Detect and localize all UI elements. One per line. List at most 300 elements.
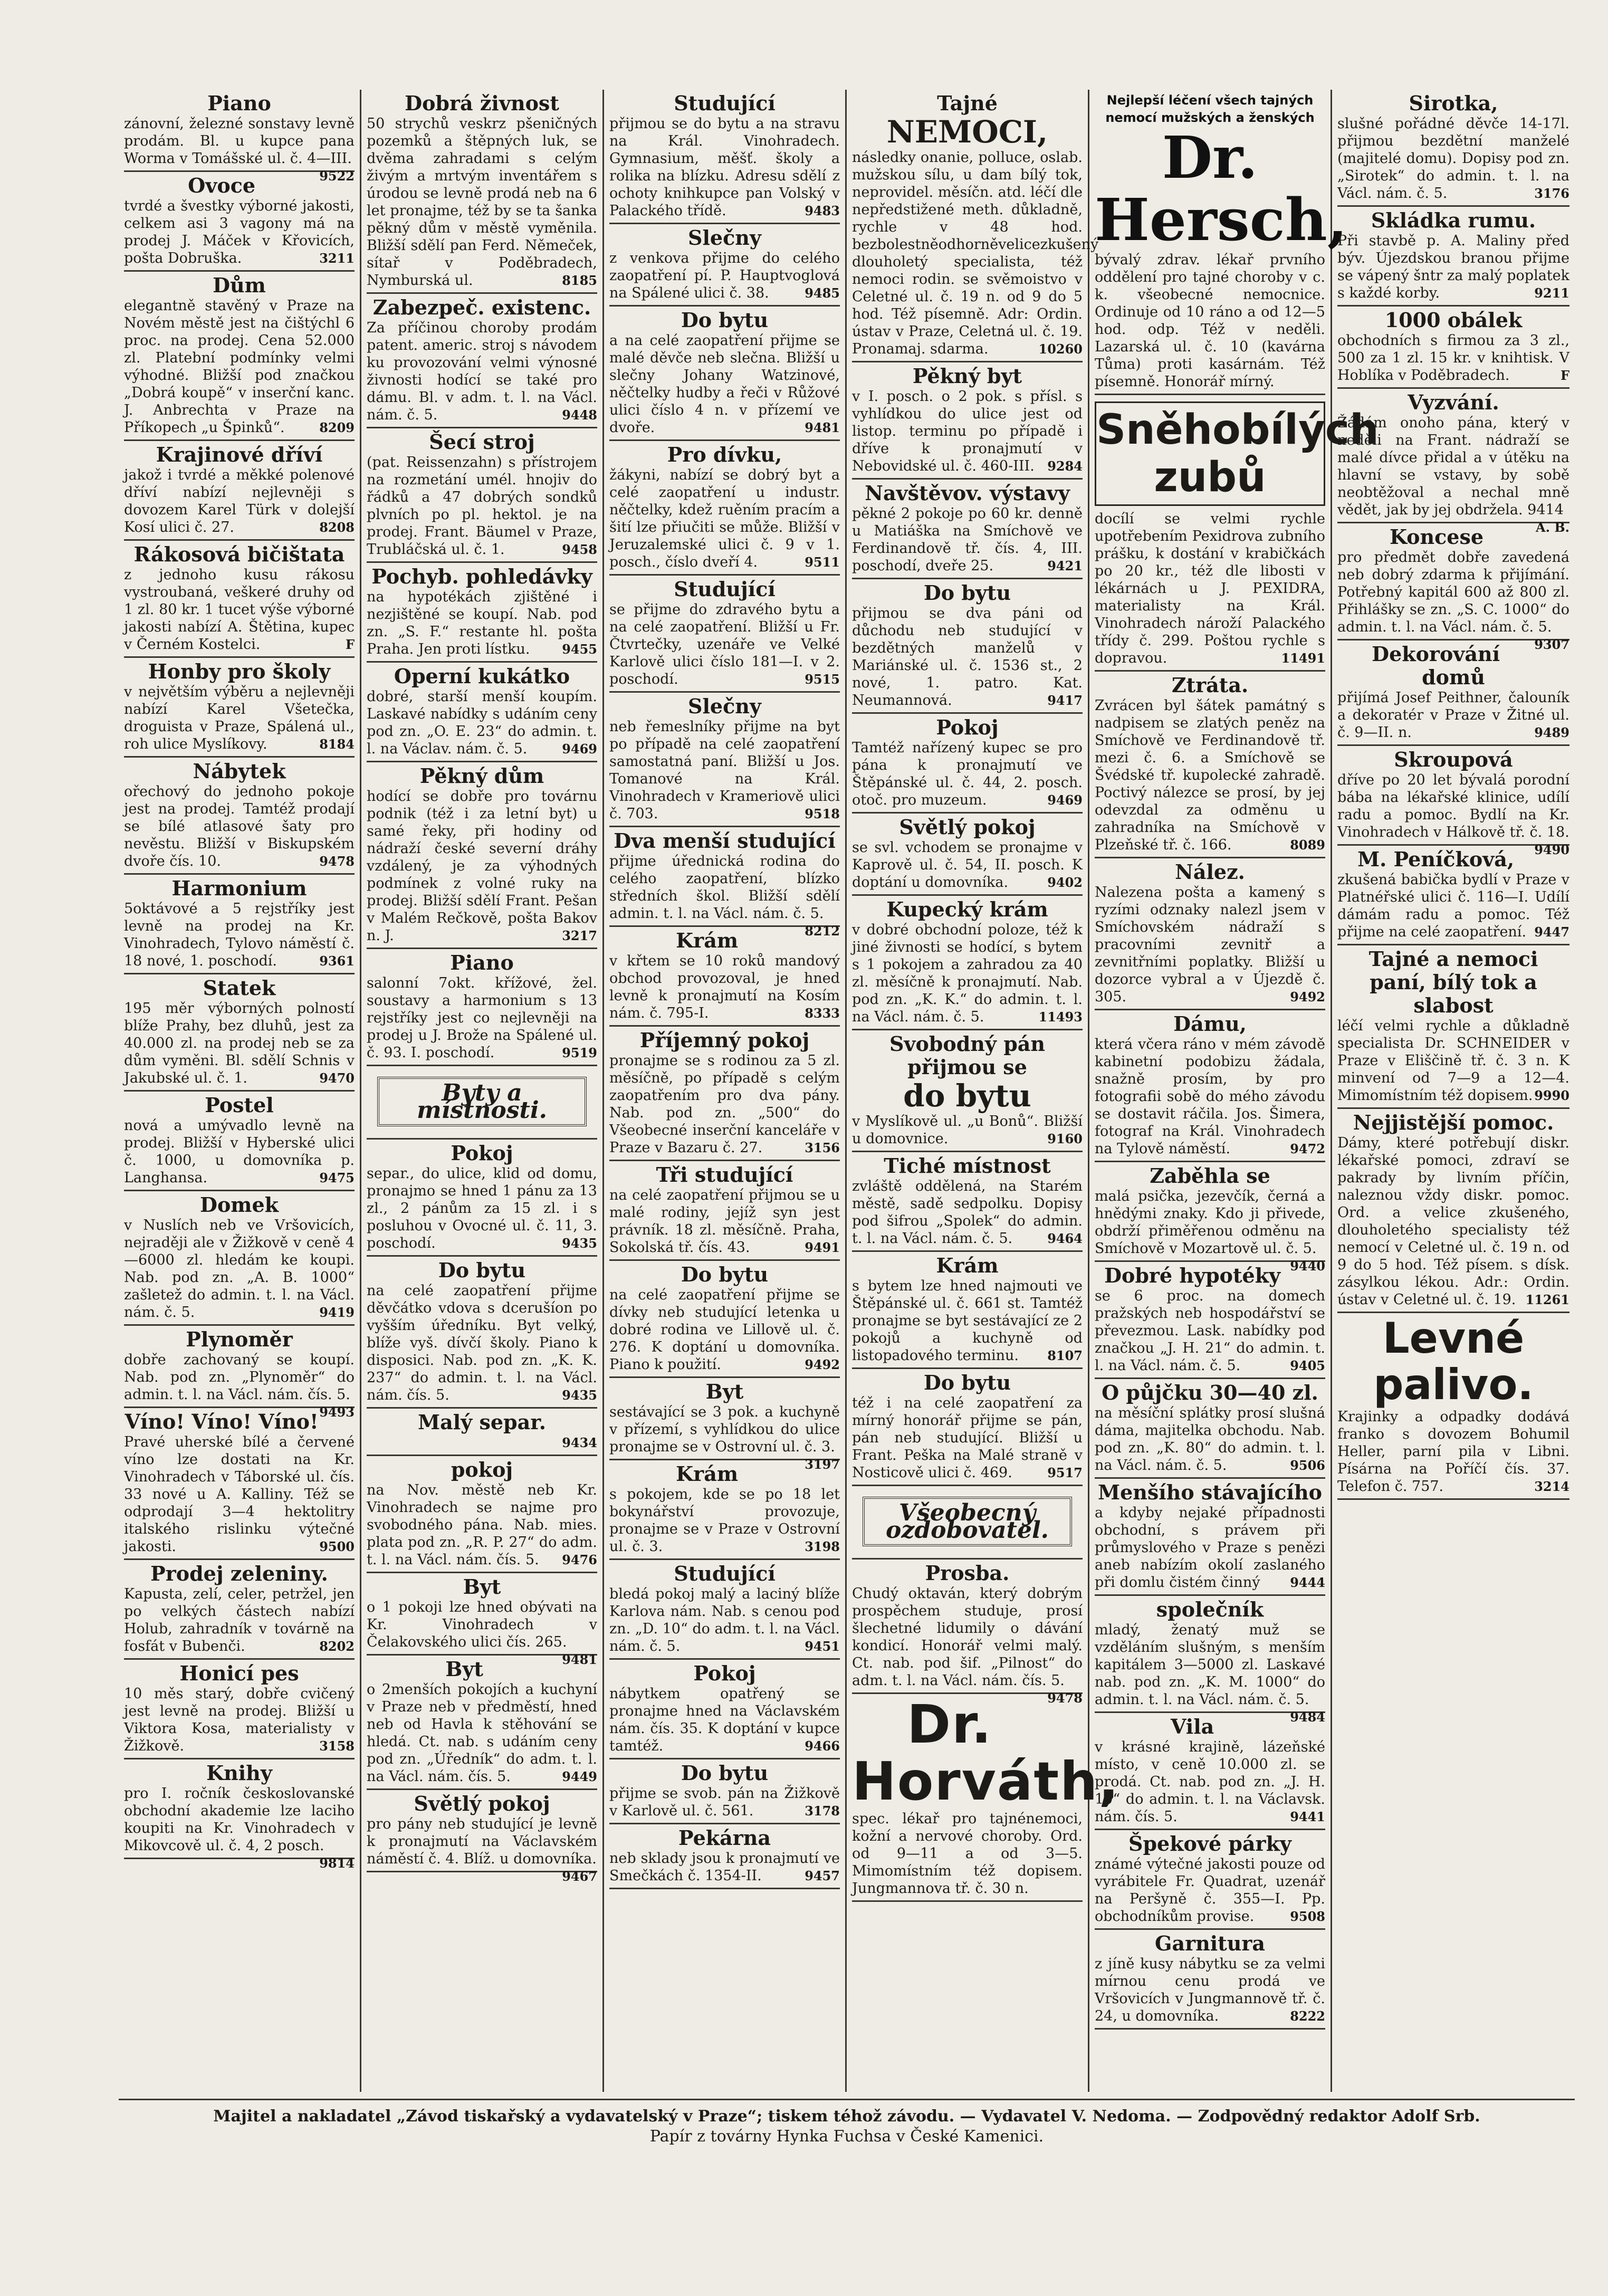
ad-title: Dobrá živnost [405, 91, 559, 115]
classified-ad [124, 172, 355, 272]
imprint-line-2: Papír z továrny Hynka Fuchsa v České Kamenici. [649, 2127, 1044, 2146]
ad-title: Vyzvání. [1408, 390, 1499, 414]
ad-body [852, 739, 1083, 809]
ad-body-text: Tamtéž nařízený kupec se pro pána k pronajmutí ve Štěpánské ul. č. 44, 2. posch. otoč. pro muzeum. [852, 740, 1083, 808]
ad-number: 3176 [1534, 186, 1569, 201]
ad-number: 9990 [1534, 1088, 1569, 1103]
ad-body [852, 921, 1083, 1026]
ad-body-text: zkušená babička bydlí v Praze v Platnéřské ulici č. 116—I. Udílí dámám radu a pomoc. Též přijme na celé zaopatření. [1337, 872, 1569, 940]
ad-body [124, 1117, 355, 1187]
ad-body [852, 605, 1083, 709]
ad-number: 9522 [319, 168, 355, 184]
ad-body-text: a kdyby nejaké případnosti obchodní, s právem při průmyslového v Praze s penězi aneb nabízím okolí zaslaného při domlu čistém činný [1095, 1505, 1325, 1591]
ad-body [609, 718, 840, 822]
ad-title: Svobodný pán přijmou se [889, 1032, 1046, 1079]
ad-body [609, 1850, 840, 1884]
ad-title: Ztráta. [1171, 673, 1249, 697]
ad-body-text: hodící se dobře pro továrnu podnik (též i za letní byt) u samé řeky, při hodiny od nádraží české severní dráhy vzdálený, je za výhodných podmínek z volné ruky na prodej. Bližší sdělí Frant. Pešan v Malém Rečkově, pošta Bakov n. J. [367, 788, 597, 944]
ad-number: 3178 [805, 1803, 840, 1819]
ad-body-text: dobré, starší menší koupím. Laskavé nabídky s udáním ceny pod zn. „O. E. 23“ do admin. t. l. na Václav. nám. č. 5. [367, 688, 597, 757]
ad-number: 9466 [805, 1738, 840, 1754]
ad-title: O půjčku 30—40 zl. [1102, 1381, 1318, 1404]
classified-ad [852, 1252, 1083, 1369]
ad-body-text: léčí velmi rychle a důkladně specialista Dr. SCHNEIDER v Praze v Eliščině tř. č. 3 n. K minvení od 7—9 a 12—4. Mimomístním též dopisem. [1337, 1018, 1569, 1104]
ad-body [367, 319, 597, 424]
ad-body [852, 1394, 1083, 1481]
ad-number: 9435 [562, 1388, 597, 1403]
ad-body-text: jakož i tvrdé a měkké polenové dříví nabízí nejlevněji s dovozem Karel Türk v dolejší Kosí ulici č. 27. [124, 467, 355, 535]
ad-number: 9500 [319, 1539, 355, 1554]
ad-number: 3211 [319, 251, 355, 266]
classified-ad [852, 814, 1083, 896]
imprint-line-1: Majitel a nakladatel „Závod tiskařský a vydavatelský v Praze“; tiskem téhož závodu. — Vydavatel V. Nedoma. — Zodpovědný redaktor Adolf Srb. [213, 2107, 1480, 2126]
ad-body-text: která včera ráno v mém závodě kabinetní podobizu žádala, snažně prosím, by pro fotografii sobě do mého závodu se dostavit ráčila. Jos. Šimera, fotograf na Král. Vinohradech na Tylově náměstí. [1095, 1036, 1325, 1157]
ad-number: 9470 [319, 1070, 355, 1086]
ad-columns [119, 90, 1575, 2092]
ad-body-text: slušné pořádné děvče 14-17l. přijmou bezdětní manželé (majitelé domu). Dopisy pod zn. „Sirotek“ do admin. t. l. na Václ. nám. č. 5. [1337, 116, 1569, 202]
classified-ad [1095, 1596, 1325, 1725]
ad-title: Slečny [688, 226, 761, 250]
ad-body [852, 1178, 1083, 1247]
ad-title: Do bytu [681, 1761, 769, 1785]
ad-body [609, 466, 840, 571]
ad-title: Pekárna [678, 1826, 771, 1850]
ad-body-text: s bytem lze hned najmouti ve Štěpánské ul. č. 661 st. Tamtéž pronajme se byt sestávající ze 2 pokojů a kuchyně od listopadového terminu. [852, 1278, 1083, 1364]
ad-title: Operní kukátko [394, 664, 570, 688]
ad-body [367, 1282, 597, 1404]
classified-ad [1337, 746, 1569, 857]
ad-number: 9481 [805, 420, 840, 435]
ad-number: 8107 [1047, 1348, 1083, 1363]
ad-title: Skroupová [1394, 748, 1513, 771]
ad-body [367, 1815, 597, 1884]
ad-number: 9455 [562, 642, 597, 657]
ad-body [1095, 1955, 1325, 2025]
classified-ad [609, 576, 840, 693]
ad-number: 8212 [805, 923, 840, 939]
ad-body-text: v největším výběru a nejlevněji nabízí Karel Všetečka, droguista v Praze, Spálená ul., roh ulice Myslíkovy. [124, 684, 355, 752]
ad-body [124, 1685, 355, 1755]
classified-ad [852, 1030, 1083, 1152]
ad-title: Prosba. [925, 1561, 1010, 1585]
ad-body [609, 1052, 840, 1156]
ad-number: 9451 [805, 1639, 840, 1654]
classified-ad [609, 827, 840, 939]
ad-body-text: přijme se svob. pán na Žižkově v Karlově ul. č. 561. [609, 1785, 840, 1819]
ad-body [124, 900, 355, 970]
ad-title: Vila [1170, 1715, 1214, 1738]
ad-body [367, 1681, 597, 1785]
ad-body [124, 197, 355, 267]
ad-body-text: 5oktávové a 5 rejstříky jest levně na prodej na Kr. Vinohradech, Tylovo náměstí č. 18 nové, 1. poschodí. [124, 901, 355, 969]
column-1 [119, 90, 361, 2092]
classified-ad [124, 1660, 355, 1759]
ad-body [852, 1277, 1083, 1364]
ad-number: 9489 [1534, 725, 1569, 740]
classified-ad [852, 1152, 1083, 1252]
ad-number: 9484 [1290, 1709, 1325, 1725]
ad-body [852, 1810, 1083, 1897]
ad-title: Koncese [1389, 525, 1484, 549]
classified-ad [852, 1694, 1120, 1902]
ad-number: 3158 [319, 1738, 355, 1754]
ad-title: Dům [213, 273, 266, 297]
ad-body [124, 683, 355, 753]
ad-title: Honicí pes [179, 1661, 299, 1685]
ad-body-text: na celé zaopatření přijme se dívky neb studující letenka u dobré rodina ve Lillově ul. č. 276. K doptání u domovníka. Piano k použití. [609, 1287, 840, 1373]
ad-body-text: bývalý zdrav. lékař prvního oddělení pro tajné choroby v c. k. všeobecné nemocnice. Ordinuje od 10 ráno a od 12—5 hod. odp. Též v neděli. Lazarská ul. č. 10 (kavárna Tůma) proti kasárnám. Též písemně. Honorář mírný. [1095, 252, 1325, 390]
classified-ad [1095, 395, 1379, 672]
column-5 [1089, 90, 1379, 2092]
ad-body-text: s pokojem, kde se po 18 let bokynářství provozuje, pronajme se v Praze v Ostrovní ul. č. 3. [609, 1486, 840, 1555]
ad-body [1095, 1621, 1325, 1725]
classified-ad [1337, 1313, 1569, 1500]
ad-display-headline: NEMOCI, [886, 114, 1048, 150]
classified-ad [852, 1560, 1083, 1706]
ad-body [1095, 1287, 1325, 1374]
classified-ad [609, 1560, 840, 1660]
ad-body-text: zvláště oddělená, na Starém městě, sadě sedpolku. Dopisy pod šifrou „Spolek“ do admin. t. l. na Václ. nám. č. 5. [852, 1178, 1083, 1247]
ad-number: 9440 [1290, 1258, 1325, 1274]
ad-body [1337, 1134, 1569, 1308]
ad-number: 11491 [1281, 650, 1325, 666]
classified-ad [609, 441, 840, 576]
ad-body-text: pro I. ročník českoslovanské obchodní akademie lze laciho koupiti na Kr. Vinohradech v Mikovcově ul. č. 4, 2 posch. [124, 1785, 355, 1854]
ad-kicker: Nejlepší léčení všech tajných nemocí mužských a ženských [1105, 93, 1315, 125]
ad-number: 8184 [319, 736, 355, 752]
ad-body-text: na celé zaopatření přijmou se u malé rodiny, jejíž syn jest právník. 18 zl. měsíčně. Praha, Sokolská tř. čís. 43. [609, 1187, 840, 1256]
ad-body [1095, 1404, 1325, 1474]
ad-body [852, 388, 1083, 475]
classified-ad [1337, 90, 1569, 207]
ad-number: 9519 [562, 1045, 597, 1060]
ad-title: společník [1156, 1597, 1264, 1621]
ad-body [609, 952, 840, 1022]
ad-body [609, 1486, 840, 1555]
ad-body-text: Chudý oktaván, který dobrým prospěchem studuje, prosí šlechetné lidumily o dávání kondicí. Honorář velmi malý. Ct. nab. pod šif. „Pilnost“ do adm. t. l. na Václ. nám. čís. 5. [852, 1585, 1083, 1689]
ad-body [1337, 414, 1569, 535]
ad-number: 9435 [562, 1236, 597, 1251]
ad-number: 3198 [805, 1539, 840, 1554]
ad-title: Dekorování domů [1372, 642, 1500, 689]
ad-body [852, 1113, 1083, 1147]
ad-body-text: neb sklady jsou k pronajmutí ve Smečkách č. 1354-II. [609, 1850, 840, 1884]
classified-ad [609, 1824, 840, 1889]
ad-body [852, 505, 1083, 575]
ad-title: Tiché místnost [884, 1154, 1051, 1178]
classified-ad [609, 307, 840, 441]
ad-body-text: z venkova přijme do celého zaopatření pí. P. Hauptvoglová na Spálené ulici č. 38. [609, 250, 840, 301]
ad-body-text: přijímá Josef Peithner, čalouník a dekoratér v Praze v Žitné ul. č. 9—II. n. [1337, 690, 1569, 741]
ad-body-text: Za příčinou choroby prodám patent. americ. stroj s návodem ku provozování velmi výnosné živnosti hodící se také pro dámu. Bl. v adm. t. l. na Václ. nám. č. 5. [367, 320, 597, 423]
classified-ad [852, 480, 1083, 579]
classified-ad [124, 974, 355, 1092]
ad-body [1095, 1855, 1325, 1925]
ad-body [1337, 332, 1569, 384]
ad-number: 9434 [562, 1435, 597, 1450]
ad-title: Byt [705, 1380, 744, 1403]
ad-title: Pěkný byt [912, 364, 1022, 388]
ad-title: Honby pro školy [148, 659, 331, 683]
ad-body [124, 1433, 355, 1555]
ad-number: 9361 [319, 953, 355, 969]
classified-ad [1337, 846, 1569, 945]
classified-ad [1095, 90, 1348, 395]
classified-ad [124, 1092, 355, 1191]
ad-body-text: o 1 pokoji lze hned obývati na Kr. Vinohradech v Čelakovského ulici čís. 265. [367, 1599, 597, 1650]
ad-title: Do bytu [923, 581, 1011, 605]
classified-ad [1095, 1162, 1325, 1274]
ad-body-text: na hypotékách zjištěné i nezjištěné se koupí. Nab. pod zn. „S. F.“ restante hl. pošta Praha. Jen proti lístku. [367, 589, 597, 657]
ad-body [124, 783, 355, 870]
ad-title: Příjemný pokoj [639, 1028, 810, 1052]
ad-body-text: dříve po 20 let bývalá porodní bába na lékařské klinice, udílí radu a pomoc. Bydlí na Kr. Vinohradech v Hálkově tř. č. 18. [1337, 772, 1569, 840]
ad-number: A. B. [1536, 520, 1569, 535]
ad-title: Postel [205, 1093, 274, 1117]
classified-ad [852, 90, 1099, 362]
ad-number: F [1560, 368, 1569, 383]
ad-title: Pochyb. pohledávky [371, 565, 592, 588]
classified-ad [367, 1257, 597, 1409]
ad-number: 9402 [1047, 875, 1083, 890]
ad-body-text: Při stavbě p. A. Maliny před býv. Újezdskou branou přijme se vápený šntr za malý poplatek s každé korby. [1337, 233, 1569, 301]
ad-number: 8208 [319, 520, 355, 535]
classified-ad [1337, 307, 1569, 389]
classified-ad [1095, 1713, 1325, 1830]
ad-title: Statek [203, 976, 276, 1000]
classified-ad [852, 579, 1083, 714]
ad-number: 9307 [1534, 637, 1569, 652]
ad-body-text: se svl. vchodem se pronajme v Kaprově ul. č. 54, II. posch. K doptání u domovníka. [852, 839, 1083, 891]
ad-number: 9506 [1290, 1458, 1325, 1473]
ad-body-text: přijmou se dva páni od důchodu neb studující v bezdětných manželů v Mariánské ul. č. 1536 st., 2 nové, 1. patro. Kat. Neumannová. [852, 605, 1083, 709]
ad-title: Nález. [1175, 860, 1245, 884]
classified-ad [367, 1790, 597, 1884]
ad-body-text: ořechový do jednoho pokoje jest na prodej. Tamtéž prodají se bílé atlasové šaty pro nevěstu. Bližší v Biskupském dvoře čís. 10. [124, 783, 355, 869]
ad-body-text: pronajme se s rodinou za 5 zl. měsíčně, po případě s celým zaopatřením pro dva pány. Nab. pod zn. „500“ do Všeobecné inserční kanceláře v Praze v Bazaru č. 27. [609, 1053, 840, 1156]
classified-ad [1095, 1830, 1325, 1930]
ad-number: 9441 [1290, 1809, 1325, 1824]
ad-number: 9481 [562, 1652, 597, 1667]
ad-body [1337, 871, 1569, 941]
ad-number: 9160 [1047, 1131, 1083, 1146]
classified-ad [1337, 1109, 1569, 1313]
classified-ad [1095, 1930, 1325, 2030]
ad-body-text: 50 strychů veskrz pšeničných pozemků a štěpných luk, se dvěma zahradami s celým živým a mrtvým inventářem s úrodou se levně prodá neb na 6 let pronajme, též by se ta šanka pěkný dům v městě vyměnila. Bližší sdělí pan Ferd. Němeček, sítař v Poděbradech, Nymburská ul. [367, 116, 597, 289]
ad-display-headline: Sněhobílých zubů [1095, 401, 1325, 506]
ad-number: 9457 [805, 1868, 840, 1883]
ad-number: 9458 [562, 542, 597, 557]
ad-number: 9814 [319, 1855, 355, 1871]
classified-ad [124, 1408, 355, 1560]
ad-body [1337, 549, 1569, 652]
classified-ad [609, 1759, 840, 1824]
ad-body [367, 788, 597, 944]
classified-ad [124, 658, 355, 758]
ad-body-text: (pat. Reissenzahn) s přístrojem na rozmetání umél. hnojiv do řádků a 47 dobrých sondků plvních po pl. hektol. je na prodej. Frant. Bäumel v Praze, Trubláčská ul. č. 1. [367, 454, 597, 558]
ad-number: 9492 [805, 1357, 840, 1372]
ad-body-text: z jednoho kusu rákosu vystroubaná, veškeré druhy od 1 zl. 80 kr. 1 tucet výše výborné jakosti nabízí A. Štětina, kupec v Černém Kostelci. [124, 567, 355, 653]
ad-body [1337, 1017, 1569, 1104]
ad-body [1095, 1738, 1325, 1825]
ad-number: 9485 [805, 285, 840, 301]
ad-title: Do bytu [438, 1258, 526, 1282]
ad-body [1337, 771, 1569, 857]
ad-body [852, 839, 1083, 891]
classified-ad [124, 758, 355, 875]
ad-number: 9508 [1290, 1909, 1325, 1924]
ad-number: 3217 [562, 928, 597, 943]
ad-number: 8222 [1290, 2008, 1325, 2024]
classified-ad [367, 1456, 597, 1573]
ad-number: 9448 [562, 407, 597, 423]
ad-title: Studující [674, 91, 776, 115]
ad-number: 9511 [805, 554, 840, 570]
ad-title: Nejjistější pomoc. [1353, 1111, 1554, 1134]
ad-title: Menšího stávajícího [1098, 1480, 1322, 1504]
ad-body-text: přijme úřednická rodina do celého zaopatření, blízko středních škol. Bližší sdělí admin. t. l. na Václ. nám. č. 5. [609, 853, 840, 922]
column-3 [604, 90, 847, 2092]
ad-title: Dobré hypotéky [1104, 1264, 1281, 1287]
section-header: Všeobecný ozdobovatel. [863, 1497, 1072, 1546]
classified-ad [367, 1409, 597, 1456]
ad-body [1095, 697, 1325, 854]
classified-ad [1095, 672, 1325, 858]
ad-title: Skládka rumu. [1371, 208, 1536, 232]
ad-title: Špekové párky [1128, 1832, 1291, 1855]
classified-ad [1337, 945, 1569, 1109]
ad-body [124, 1000, 355, 1087]
newspaper-page [119, 90, 1575, 2205]
ad-title: Nábytek [193, 759, 286, 783]
ad-body [1337, 232, 1569, 302]
ad-body-text: o 2menších pokojích a kuchyní v Praze neb v předměstí, hned neb od Havla k stěhování se hledá. Ct. nab. s udáním ceny pod zn. „Úředník“ do adm. t. l. na Václ. nám. čís. 5. [367, 1681, 597, 1785]
ad-body [1337, 1408, 1569, 1495]
ad-body-text: separ., do ulice, klid od domu, pronajmo se hned 1 pánu za 13 zl., 2 pánům za 15 zl. i s posluhou v Ovocné ul. č. 11, 3. poschodí. [367, 1165, 597, 1251]
ad-body-text: se 6 proc. na domech pražských neb hospodářství se převezmou. Lask. nabídky pod značkou „J. H. 21“ do admin. t. l. na Václ. nám. č. 5. [1095, 1288, 1325, 1374]
ad-display-headline: Dr. Horváth, [852, 1694, 1120, 1812]
ad-body-text: Žádám onoho pána, který v neděli na Frant. nádraží se malé dívce přidal a v útěku na hlavní se vstavy, by sobě neobtěžoval a nechal mně vědět, jak by jej obdržela. 9414 [1337, 415, 1569, 518]
ad-title: Pro dívku, [667, 443, 782, 466]
ad-body-text: následky onanie, polluce, oslab. mužskou sílu, u dam bílý tok, neprovidel. měsíčn. atd. léčí dle nepředstižené meth. důkladně, rychle v 48 hod. bezbolestněodhorněvelicezkušený dlouholetý specialista, též nemoci rodin. se svěmoistvo v Celetné ul. č. 19 n. od 9 do 5 hod. Též písemně. Adr: Ordin. ústav v Praze, Celetná ul. č. 19. Pronamaj. sdarma. [852, 149, 1099, 357]
ad-body-text: bledá pokoj malý a laciný blíže Karlova nám. Nab. s cenou pod zn. „D. 10“ do adm. t. l. na Václ. nám. č. 5. [609, 1586, 840, 1654]
ad-body-text: v Myslíkově ul. „u Bonů“. Bližší u domovnice. [852, 1113, 1083, 1147]
ad-body [367, 1599, 597, 1667]
ad-title: Navštěvov. výstavy [865, 481, 1070, 505]
ad-title: Rákosová bičištata [133, 542, 345, 566]
classified-ad [609, 1027, 840, 1161]
ad-body-text: 195 měr výborných polností blíže Prahy, bez dluhů, jest za 40.000 zl. na prodej neb se za dům vyměni. Bl. sdělí Schnis v Jakubské ul. č. 1. [124, 1000, 355, 1086]
classified-ad [367, 563, 597, 663]
classified-ad [367, 294, 597, 428]
ad-body-text: v křtem se 10 roků mandový obchod provozoval, je hned levně k pronajmutí na Kosím nám. č. 795-I. [609, 953, 840, 1021]
classified-ad [609, 693, 840, 827]
ad-title: Šecí stroj [429, 430, 535, 454]
ad-title: Sirotka, [1409, 91, 1498, 115]
ad-body [367, 1165, 597, 1252]
ad-body [367, 688, 597, 758]
classified-ad [1095, 1262, 1325, 1379]
ad-title: Krám [676, 1462, 739, 1486]
ad-title: Harmonium [171, 876, 307, 900]
classified-ad [1337, 207, 1569, 307]
ad-body-text: tvrdé a švestky výborné jakosti, celkem asi 3 vagony má na prodej J. Máček v Křovicích, pošta Dobruška. [124, 198, 355, 266]
ad-title: Pokoj [936, 715, 999, 739]
classified-ad [367, 1066, 597, 1140]
ad-number: 9469 [1047, 792, 1083, 808]
ad-number: 11493 [1038, 1009, 1083, 1025]
ad-title: Piano [207, 91, 271, 115]
ad-number: 9475 [319, 1170, 355, 1185]
ad-body-text: z jíně kusy nábytku se za velmi mírnou cenu prodá ve Vršovicích v Jungmannově tř. č. 24, u domovníka. [1095, 1956, 1325, 2024]
ad-body [609, 1785, 840, 1820]
classified-ad [852, 896, 1083, 1030]
ad-number: 9419 [319, 1305, 355, 1320]
ad-number: F [345, 637, 355, 652]
ad-number: 9517 [1047, 1465, 1083, 1480]
ad-number: 9449 [562, 1769, 597, 1784]
ad-body-text: známé výtečné jakosti pouze od vyrábitele Fr. Quadrat, uzenář na Peršyně č. 355—I. Pp. obchodníkům provise. [1095, 1856, 1325, 1925]
ad-title: Ovoce [188, 174, 256, 197]
classified-ad [1095, 1010, 1325, 1162]
classified-ad [1095, 1479, 1325, 1596]
ad-title: Prodej zeleniny. [150, 1562, 328, 1585]
ad-body [609, 853, 840, 939]
ad-body-text: pro předmět dobře zavedená neb dobrý zdarma k přijímání. Potřebný kapitál 600 až 800 zl. Přihlášky se zn. „S. C. 1000“ do admin. t. l. na Václ. nám. č. 5. [1337, 549, 1569, 635]
ad-body [1095, 884, 1325, 1006]
ad-number: 8202 [319, 1639, 355, 1654]
ad-body [367, 1481, 597, 1568]
classified-ad [124, 90, 355, 184]
ad-body-text: na měsíční splátky prosí slušná dáma, majitelka obchodu. Nab. pod zn. „K. 80“ do admin. t. l. na Václ. nám. č. 5. [1095, 1405, 1325, 1474]
classified-ad [367, 762, 597, 949]
ad-body [1337, 689, 1569, 741]
classified-ad [367, 90, 597, 294]
ad-body [124, 566, 355, 653]
ad-body-text: pro pány neb studující je levně k pronajmutí na Václavském náměstí č. 4. Blíž. u domovníka. [367, 1816, 597, 1867]
ad-body-text: na celé zaopatření přijme děvčátko vdova s dcerušíon po vyšším úředníku. Byt velký, blíže vyš. dívčí školy. Piano k disposici. Nab. pod zn. „K. K. 237“ do admin. t. l. na Václ. nám. čís. 5. [367, 1283, 597, 1403]
ad-number: 9472 [1290, 1141, 1325, 1156]
classified-ad [367, 1573, 597, 1667]
ad-number: 9490 [1534, 842, 1569, 857]
ad-title: Krajinové dříví [156, 443, 323, 466]
ad-body-text: v krásné krajině, lázeňské místo, v ceně 10.000 zl. se prodá. Ct. nab. pod zn. „J. H. 10“ do admin. t. l. na Václavsk. nám. čís. 5. [1095, 1739, 1325, 1825]
ad-body [124, 1585, 355, 1655]
ad-body [367, 115, 597, 289]
ad-number: 3156 [805, 1140, 840, 1155]
classified-ad [1095, 858, 1325, 1010]
ad-title: Piano [450, 951, 514, 974]
ad-display-headline: do bytu [903, 1078, 1031, 1114]
ad-number: 9518 [805, 806, 840, 821]
classified-ad [367, 1656, 597, 1790]
ad-number: 9492 [1290, 989, 1325, 1004]
ad-title: Pokoj [451, 1141, 513, 1165]
ad-title: Pokoj [693, 1661, 756, 1685]
column-6 [1332, 90, 1575, 2092]
ad-title: Víno! Víno! Víno! [125, 1410, 319, 1433]
ad-body-text: neb řemeslníky přijme na byt po případě na celé zaopatření samostatná paní. Bližší u Jos. Tomanové na Král. Vinohradech v Krameriově ulici č. 703. [609, 719, 840, 822]
ad-title: Tajné [937, 91, 998, 115]
ad-body-text: pěkné 2 pokoje po 60 kr. denně u Matiáška na Smíchově ve Ferdinandově tř. čís. 4, III. poschodí, dveře 25. [852, 505, 1083, 574]
ad-body [609, 601, 840, 688]
ad-title: Domek [199, 1193, 279, 1217]
ad-body-text: v dobré obchodní poloze, též k jiné živnosti se hodící, s bytem s 1 pokojem a zahradou za 40 zl. měsíčně k pronajmutí. Nab. pod zn. „K. K.“ do admin. t. l. na Václ. nám. č. 5. [852, 922, 1083, 1025]
ad-number: 8185 [562, 273, 597, 288]
ad-number: 9483 [805, 203, 840, 218]
ad-title: Světlý pokoj [414, 1792, 550, 1815]
ad-body [124, 1217, 355, 1321]
